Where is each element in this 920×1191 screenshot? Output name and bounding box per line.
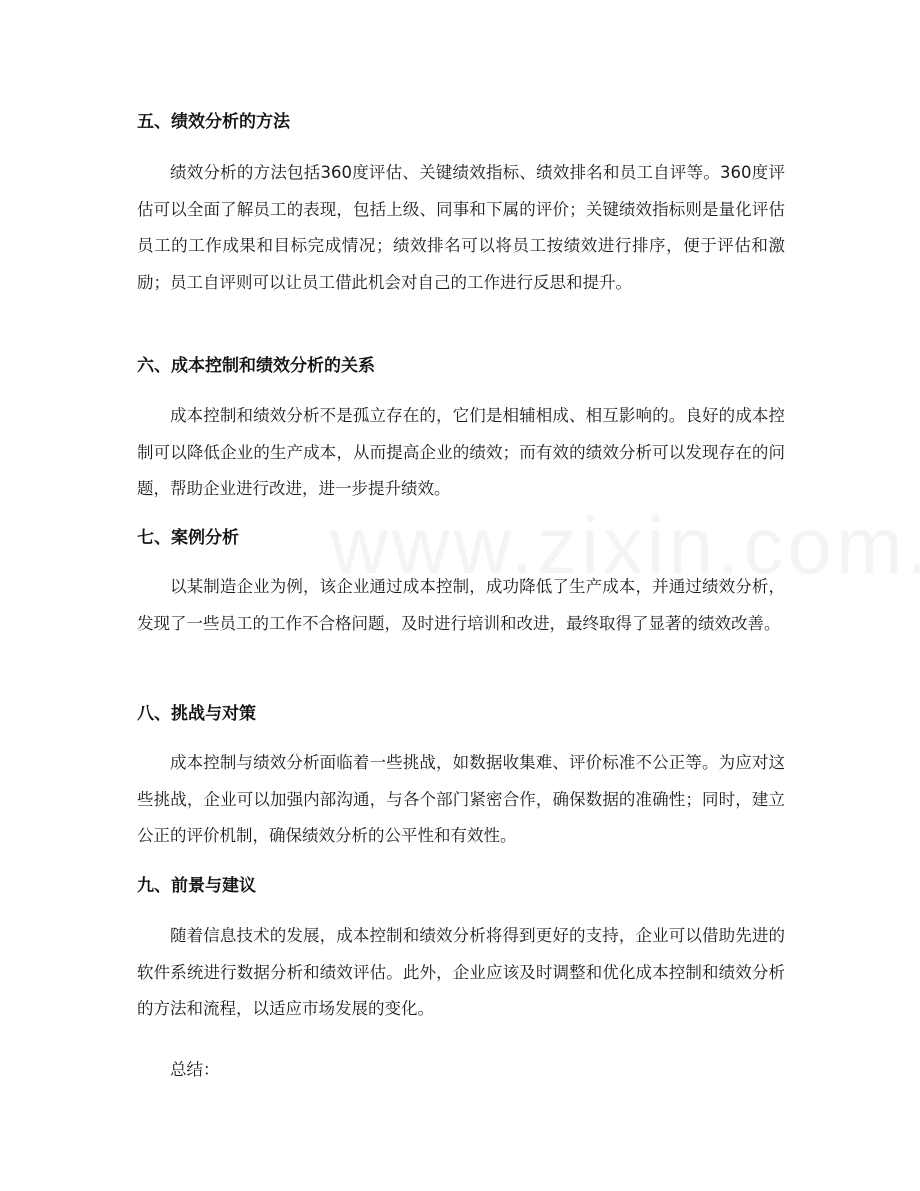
section-9-heading: 九、前景与建议 xyxy=(137,876,256,896)
section-5-heading: 五、绩效分析的方法 xyxy=(137,112,290,132)
section-5-body: 绩效分析的方法包括360度评估、关键绩效指标、绩效排名和员工自评等。360度评估可以全面了解员工的表现，包括上级、同事和下属的评价；关键绩效指标则是量化评估员工的工作成果和目标完成情况；绩效排名可以将员工按绩效进行排序，便于评估和激励；员工自评则可以让员工借此机会对自己的工作进行反思和提升。 xyxy=(137,163,785,292)
section-8-heading: 八、挑战与对策 xyxy=(137,704,256,724)
section-6-body: 成本控制和绩效分析不是孤立存在的，它们是相辅相成、相互影响的。良好的成本控制可以降低企业的生产成本，从而提高企业的绩效；而有效的绩效分析可以发现存在的问题，帮助企业进行改进，进一步提升绩效。 xyxy=(137,406,785,498)
section-7-body: 以某制造企业为例，该企业通过成本控制，成功降低了生产成本，并通过绩效分析，发现了一些员工的工作不合格问题，及时进行培训和改进，最终取得了显著的绩效改善。 xyxy=(137,577,785,633)
section-8-body: 成本控制与绩效分析面临着一些挑战，如数据收集难、评价标准不公正等。为应对这些挑战，企业可以加强内部沟通，与各个部门紧密合作，确保数据的准确性；同时，建立公正的评价机制，确保绩效分析的公平性和有效性。 xyxy=(137,753,785,845)
section-6-heading: 六、成本控制和绩效分析的关系 xyxy=(137,356,375,376)
section-7-heading: 七、案例分析 xyxy=(137,528,239,548)
section-9-body: 随着信息技术的发展，成本控制和绩效分析将得到更好的支持，企业可以借助先进的软件系统进行数据分析和绩效评估。此外，企业应该及时调整和优化成本控制和绩效分析的方法和流程，以适应市场发展的变化。 xyxy=(137,926,785,1018)
summary-label: 总结： xyxy=(170,1060,220,1079)
